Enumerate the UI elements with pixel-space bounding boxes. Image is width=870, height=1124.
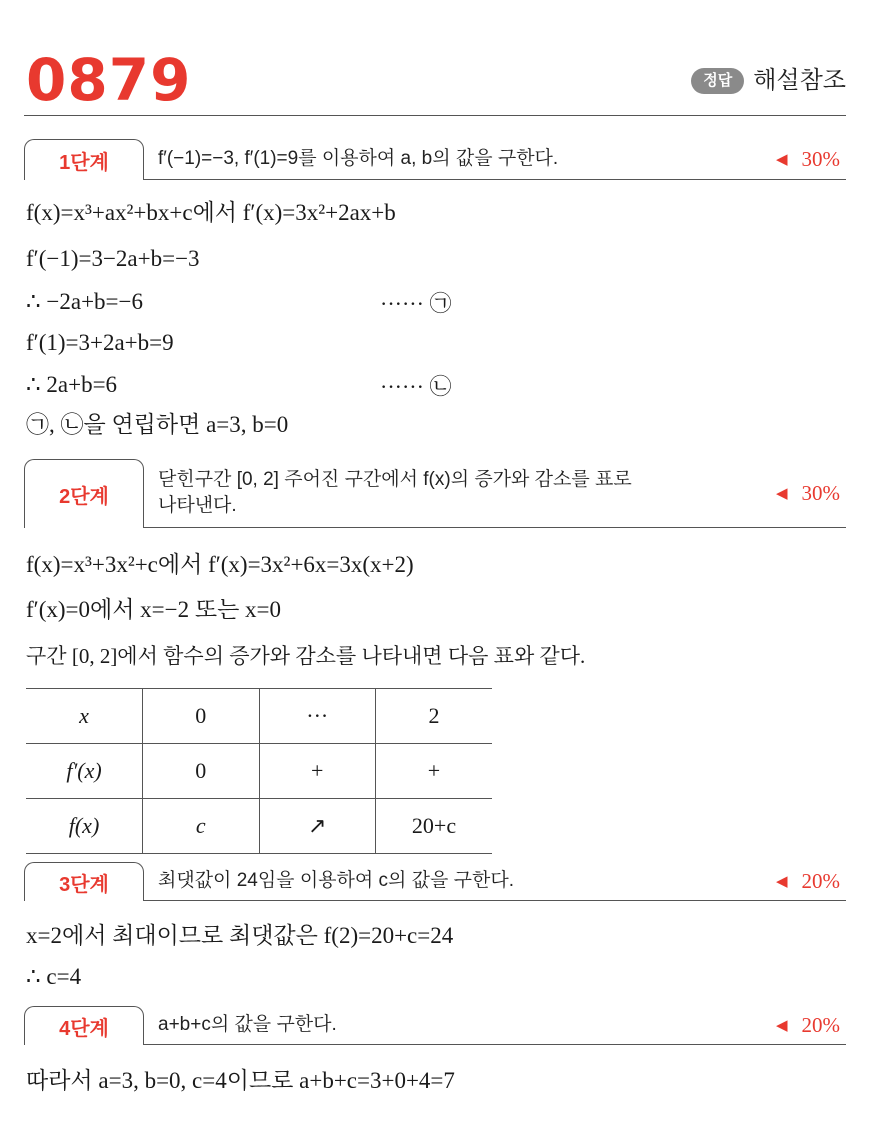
left-triangle-icon: ◀ bbox=[775, 484, 788, 502]
solution-line: ∴ 2a+b=6 bbox=[26, 372, 118, 397]
solution-line: f′(−1)=3−2a+b=−3 bbox=[26, 246, 200, 271]
table-cell: ··· bbox=[259, 689, 376, 744]
left-triangle-icon: ◀ bbox=[775, 872, 788, 890]
step-3-description: 최댓값이 24임을 이용하여 c의 값을 구한다. bbox=[158, 870, 514, 891]
solution-line: ㉠, ㉡을 연립하면 a=3, b=0 bbox=[26, 412, 289, 437]
solution-line: f(x)=x³+ax²+bx+c에서 f′(x)=3x²+2ax+b bbox=[26, 200, 396, 225]
step-4-tab: 4단계 bbox=[24, 1006, 144, 1045]
step-2-weight: ◀ 30% bbox=[775, 480, 840, 505]
header-divider bbox=[24, 115, 846, 116]
table-cell: ↗ bbox=[259, 799, 376, 854]
table-cell: + bbox=[376, 744, 493, 799]
solution-line: f′(x)=0에서 x=−2 또는 x=0 bbox=[26, 597, 282, 622]
problem-number: 0879 bbox=[26, 46, 192, 114]
step-3-header bbox=[24, 862, 846, 901]
step-1-tab: 1단계 bbox=[24, 139, 144, 180]
table-cell: f′(x) bbox=[26, 744, 143, 799]
step-4-weight: ◀ 20% bbox=[775, 1012, 840, 1037]
answer-reference-text: 해설참조 bbox=[753, 67, 846, 94]
solution-line: ∴ c=4 bbox=[26, 964, 82, 989]
table-row bbox=[26, 744, 492, 799]
left-triangle-icon: ◀ bbox=[775, 150, 788, 168]
step-1-weight: ◀ 30% bbox=[775, 146, 840, 171]
solution-line: 따라서 a=3, b=0, c=4이므로 a+b+c=3+0+4=7 bbox=[26, 1068, 455, 1093]
step-3-weight: ◀ 20% bbox=[775, 868, 840, 893]
table-cell: + bbox=[259, 744, 376, 799]
table-cell: x bbox=[26, 689, 143, 744]
solution-line: f(x)=x³+3x²+c에서 f′(x)=3x²+6x=3x(x+2) bbox=[26, 552, 414, 577]
solution-line: ∴ −2a+b=−6 bbox=[26, 289, 143, 314]
equation-mark-2: ······ ㉡ bbox=[380, 374, 452, 399]
left-triangle-icon: ◀ bbox=[775, 1016, 788, 1034]
step-3-tab: 3단계 bbox=[24, 862, 144, 901]
table-cell: f(x) bbox=[26, 799, 143, 854]
table-cell: 0 bbox=[143, 744, 260, 799]
table-cell: 0 bbox=[143, 689, 260, 744]
table-cell: 20+c bbox=[376, 799, 493, 854]
solution-line: x=2에서 최대이므로 최댓값은 f(2)=20+c=24 bbox=[26, 923, 454, 948]
step-2-header bbox=[24, 459, 846, 528]
step-2-description: 닫힌구간 [0, 2] 주어진 구간에서 f(x)의 증가와 감소를 표로 나타낸다. bbox=[158, 469, 632, 516]
answer-badge: 정답 bbox=[691, 68, 744, 94]
table-row bbox=[26, 689, 492, 744]
step-1-description: f′(−1)=−3, f′(1)=9를 이용하여 a, b의 값을 구한다. bbox=[158, 148, 559, 169]
step-1-header bbox=[24, 139, 846, 180]
step-4-header bbox=[24, 1006, 846, 1045]
increase-decrease-table bbox=[26, 688, 492, 854]
step-4-description: a+b+c의 값을 구한다. bbox=[158, 1014, 337, 1035]
step-2-tab: 2단계 bbox=[24, 459, 144, 528]
solution-line: f′(1)=3+2a+b=9 bbox=[26, 330, 174, 355]
equation-mark-1: ······ ㉠ bbox=[380, 291, 452, 316]
solution-line: 구간 [0, 2]에서 함수의 증가와 감소를 나타내면 다음 표와 같다. bbox=[26, 644, 586, 668]
table-cell: 2 bbox=[376, 689, 493, 744]
answer-reference bbox=[691, 67, 846, 95]
table-cell: c bbox=[143, 799, 260, 854]
table-row bbox=[26, 799, 492, 854]
